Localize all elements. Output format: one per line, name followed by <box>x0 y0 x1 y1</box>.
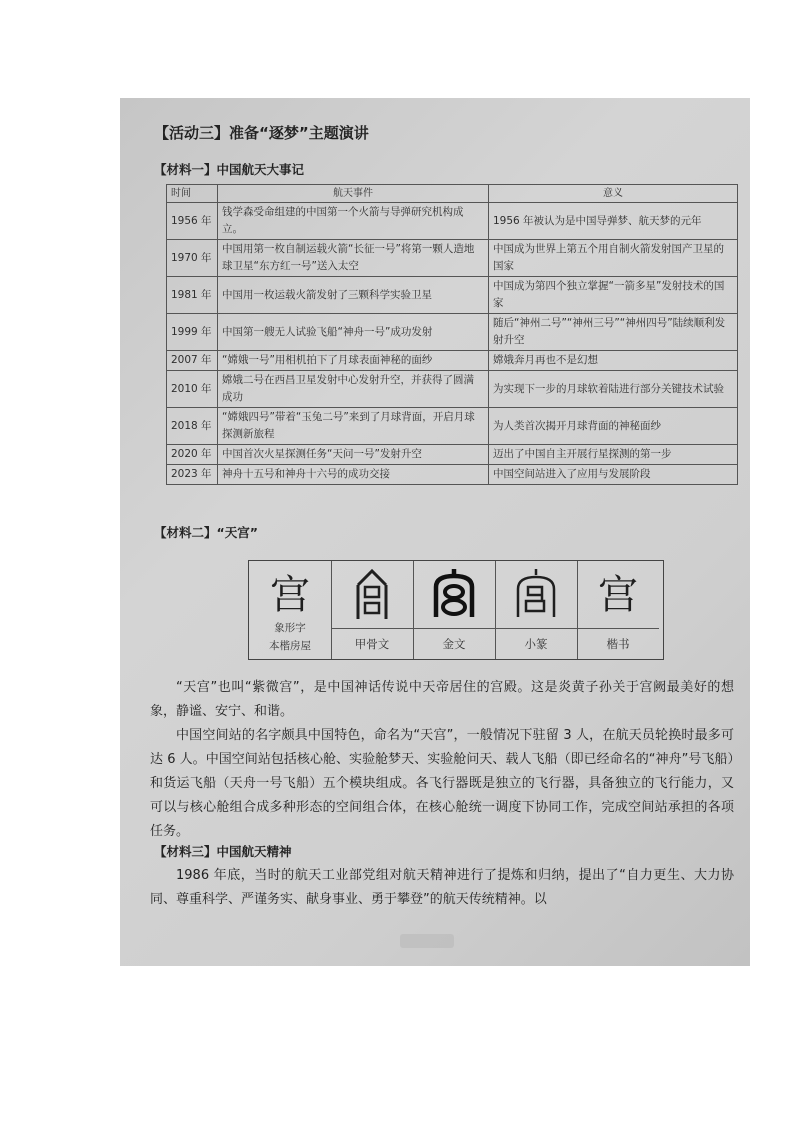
col-header-time: 时间 <box>167 185 218 203</box>
paragraph-tiangong-myth: “天宫”也叫“紫微宫”，是中国神话传说中天帝居住的宫殿。这是炎黄子孙关于宫阙最美好的想象，静谧、安宁、和谐。 <box>150 680 734 719</box>
glyph-regular: 宫 <box>598 572 638 618</box>
cell-event: 中国用一枚运载火箭发射了三颗科学实验卫星 <box>218 277 489 314</box>
glyph-label-oracle: 甲骨文 <box>331 628 413 659</box>
table-row <box>167 445 738 465</box>
glyph-cell-pictograph <box>249 561 332 659</box>
glyph-label-bronze: 金文 <box>413 628 495 659</box>
cell-year: 1999 年 <box>167 314 218 351</box>
cell-meaning: 迈出了中国自主开展行星探测的第一步 <box>489 445 738 465</box>
glyph-label-small-seal: 小篆 <box>495 628 577 659</box>
cell-event: 嫦娥二号在西昌卫星发射中心发射升空，并获得了圆满成功 <box>218 371 489 408</box>
cell-year: 2010 年 <box>167 371 218 408</box>
cell-event: “嫦娥一号”用相机拍下了月球表面神秘的面纱 <box>218 351 489 371</box>
cell-event: “嫦娥四号”带着“玉兔二号”来到了月球背面，开启月球探测新旅程 <box>218 408 489 445</box>
paragraph-space-spirit: 1986 年底，当时的航天工业部党组对航天精神进行了提炼和归纳，提出了“自力更生、大力协同、尊重科学、严谨务实、献身事业、勇于攀登”的航天传统精神。以 <box>150 868 734 907</box>
cell-year: 2020 年 <box>167 445 218 465</box>
table-row <box>167 277 738 314</box>
table-row <box>167 203 738 240</box>
cell-event: 钱学森受命组建的中国第一个火箭与导弹研究机构成立。 <box>218 203 489 240</box>
table-row <box>167 314 738 351</box>
glyph-label-regular: 楷书 <box>577 628 659 659</box>
cell-meaning: 中国空间站进入了应用与发展阶段 <box>489 465 738 485</box>
oracle-bone-glyph-icon <box>331 567 413 623</box>
cell-meaning: 嫦娥奔月再也不是幻想 <box>489 351 738 371</box>
glyph-evolution-table <box>248 560 664 660</box>
cell-year: 1981 年 <box>167 277 218 314</box>
material1-title: 【材料一】中国航天大事记 <box>154 162 305 177</box>
cell-year: 2018 年 <box>167 408 218 445</box>
cell-meaning: 随后“神州二号”“神州三号”“神州四号”陆续顺利发射升空 <box>489 314 738 351</box>
glyph-cell-oracle-bone <box>331 561 414 659</box>
glyph-cell-label <box>249 619 331 655</box>
cell-meaning: 为实现下一步的月球软着陆进行部分关键技术试验 <box>489 371 738 408</box>
cell-event: 中国用第一枚自制运载火箭“长征一号”将第一颗人造地球卫星“东方红一号”送入太空 <box>218 240 489 277</box>
table-header-row <box>167 185 738 203</box>
photographed-page <box>120 98 750 966</box>
glyph-pictograph: 宫 <box>270 572 310 618</box>
events-table <box>166 184 738 485</box>
glyph-cell-regular <box>577 561 659 659</box>
glyph-cell-bronze <box>413 561 496 659</box>
paragraph-space-station: 中国空间站的名字颇具中国特色，命名为“天宫”，一般情况下驻留 3 人，在航天员轮换时最多可达 6 人。中国空间站包括核心舱、实验舱梦天、实验舱问天、载人飞船（即已经命名的“神舟”号飞船）和货运飞船（天舟一号飞船）五个模块组成。各飞行器既是独立的飞行器，具备独立的飞行能力，又可以与核心舱组合成多种形态的空间组合体，在核心舱统一调度下协同工作，完成空间站承担的各项任务。 <box>150 728 734 839</box>
table-body <box>167 203 738 485</box>
table-row <box>167 351 738 371</box>
cell-year: 2023 年 <box>167 465 218 485</box>
cell-meaning: 为人类首次揭开月球背面的神秘面纱 <box>489 408 738 445</box>
page-smudge <box>400 934 454 948</box>
col-header-meaning: 意义 <box>489 185 738 203</box>
table-row <box>167 408 738 445</box>
glyph-label-line1: 象形字 <box>274 622 306 634</box>
cell-year: 1956 年 <box>167 203 218 240</box>
material3-title: 【材料三】中国航天精神 <box>154 844 292 859</box>
cell-meaning: 1956 年被认为是中国导弹梦、航天梦的元年 <box>489 203 738 240</box>
cell-event: 中国第一艘无人试验飞船“神舟一号”成功发射 <box>218 314 489 351</box>
col-header-event: 航天事件 <box>218 185 489 203</box>
small-seal-glyph-icon <box>495 567 577 623</box>
table-row <box>167 240 738 277</box>
activity-heading: 【活动三】准备“逐梦”主题演讲 <box>154 124 369 142</box>
glyph-cell-small-seal <box>495 561 578 659</box>
cell-meaning: 中国成为第四个独立掌握“一箭多星”发射技术的国家 <box>489 277 738 314</box>
cell-year: 2007 年 <box>167 351 218 371</box>
material2-title: 【材料二】“天宫” <box>154 525 258 540</box>
table-row <box>167 465 738 485</box>
cell-meaning: 中国成为世界上第五个用自制火箭发射国产卫星的国家 <box>489 240 738 277</box>
glyph-label-line2: 本楷房屋 <box>269 640 311 652</box>
bronze-glyph-icon <box>413 567 495 623</box>
table-row <box>167 371 738 408</box>
cell-event: 中国首次火星探测任务“天问一号”发射升空 <box>218 445 489 465</box>
cell-event: 神舟十五号和神舟十六号的成功交接 <box>218 465 489 485</box>
cell-year: 1970 年 <box>167 240 218 277</box>
